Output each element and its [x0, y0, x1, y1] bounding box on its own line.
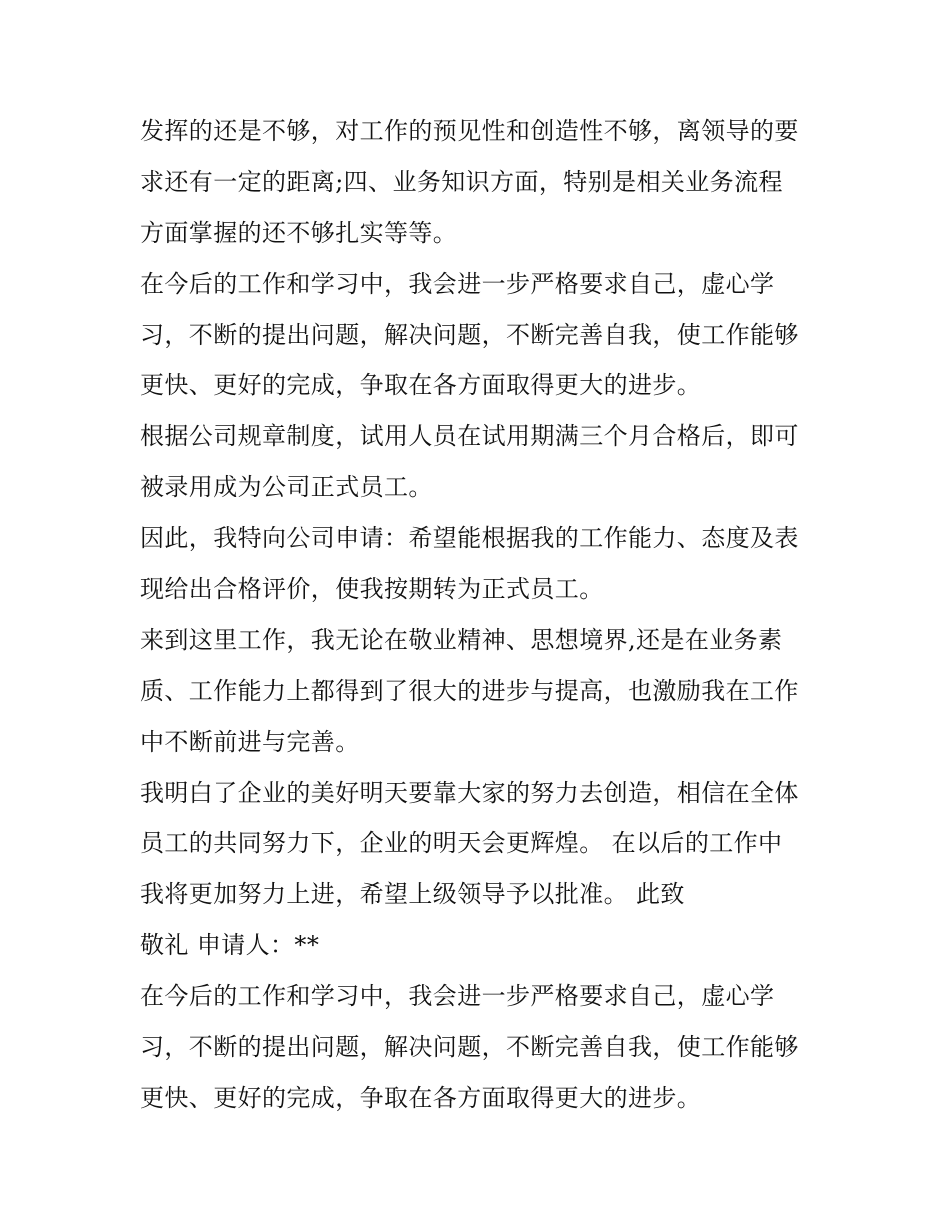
text-line: 我明白了企业的美好明天要靠大家的努力去创造，相信在全体: [140, 778, 799, 807]
text-line: 习，不断的提出问题，解决问题，不断完善自我，使工作能够: [140, 1033, 799, 1062]
text-line: 在今后的工作和学习中，我会进一步严格要求自己，虚心学: [140, 982, 775, 1011]
text-line: 更快、更好的完成，争取在各方面取得更大的进步。: [140, 371, 702, 400]
text-line: 方面掌握的还不够扎实等等。: [140, 218, 458, 247]
text-line: 中不断前进与完善。: [140, 727, 360, 756]
paragraph-1: [140, 106, 820, 259]
paragraph-5: [140, 615, 820, 768]
text-line: 敬礼 申请人：**: [140, 931, 320, 960]
text-line: 因此，我特向公司申请：希望能根据我的工作能力、态度及表: [140, 524, 799, 553]
text-line: 根据公司规章制度，试用人员在试用期满三个月合格后，即可: [140, 422, 799, 451]
paragraph-6: [140, 768, 820, 921]
document-body: [140, 106, 820, 1124]
paragraph-2: [140, 259, 820, 412]
text-line: 来到这里工作，我无论在敬业精神、思想境界,还是在业务素: [140, 625, 783, 654]
signature-line: [140, 920, 820, 971]
text-line: 被录用成为公司正式员工。: [140, 473, 433, 502]
text-line: 在今后的工作和学习中，我会进一步严格要求自己，虚心学: [140, 269, 775, 298]
paragraph-4: [140, 513, 820, 615]
text-line: 质、工作能力上都得到了很大的进步与提高，也激励我在工作: [140, 676, 799, 705]
text-line: 我将更加努力上进，希望上级领导予以批准。 此致: [140, 880, 685, 909]
text-line: 员工的共同努力下，企业的明天会更辉煌。 在以后的工作中: [140, 829, 783, 858]
paragraph-8: [140, 971, 820, 1124]
text-line: 发挥的还是不够，对工作的预见性和创造性不够，离领导的要: [140, 117, 799, 145]
text-line: 更快、更好的完成，争取在各方面取得更大的进步。: [140, 1083, 702, 1112]
text-line: 习，不断的提出问题，解决问题，不断完善自我，使工作能够: [140, 320, 799, 349]
paragraph-3: [140, 411, 820, 513]
text-line: 现给出合格评价，使我按期转为正式员工。: [140, 575, 604, 604]
text-line: 求还有一定的距离;四、业务知识方面，特别是相关业务流程: [140, 167, 783, 196]
